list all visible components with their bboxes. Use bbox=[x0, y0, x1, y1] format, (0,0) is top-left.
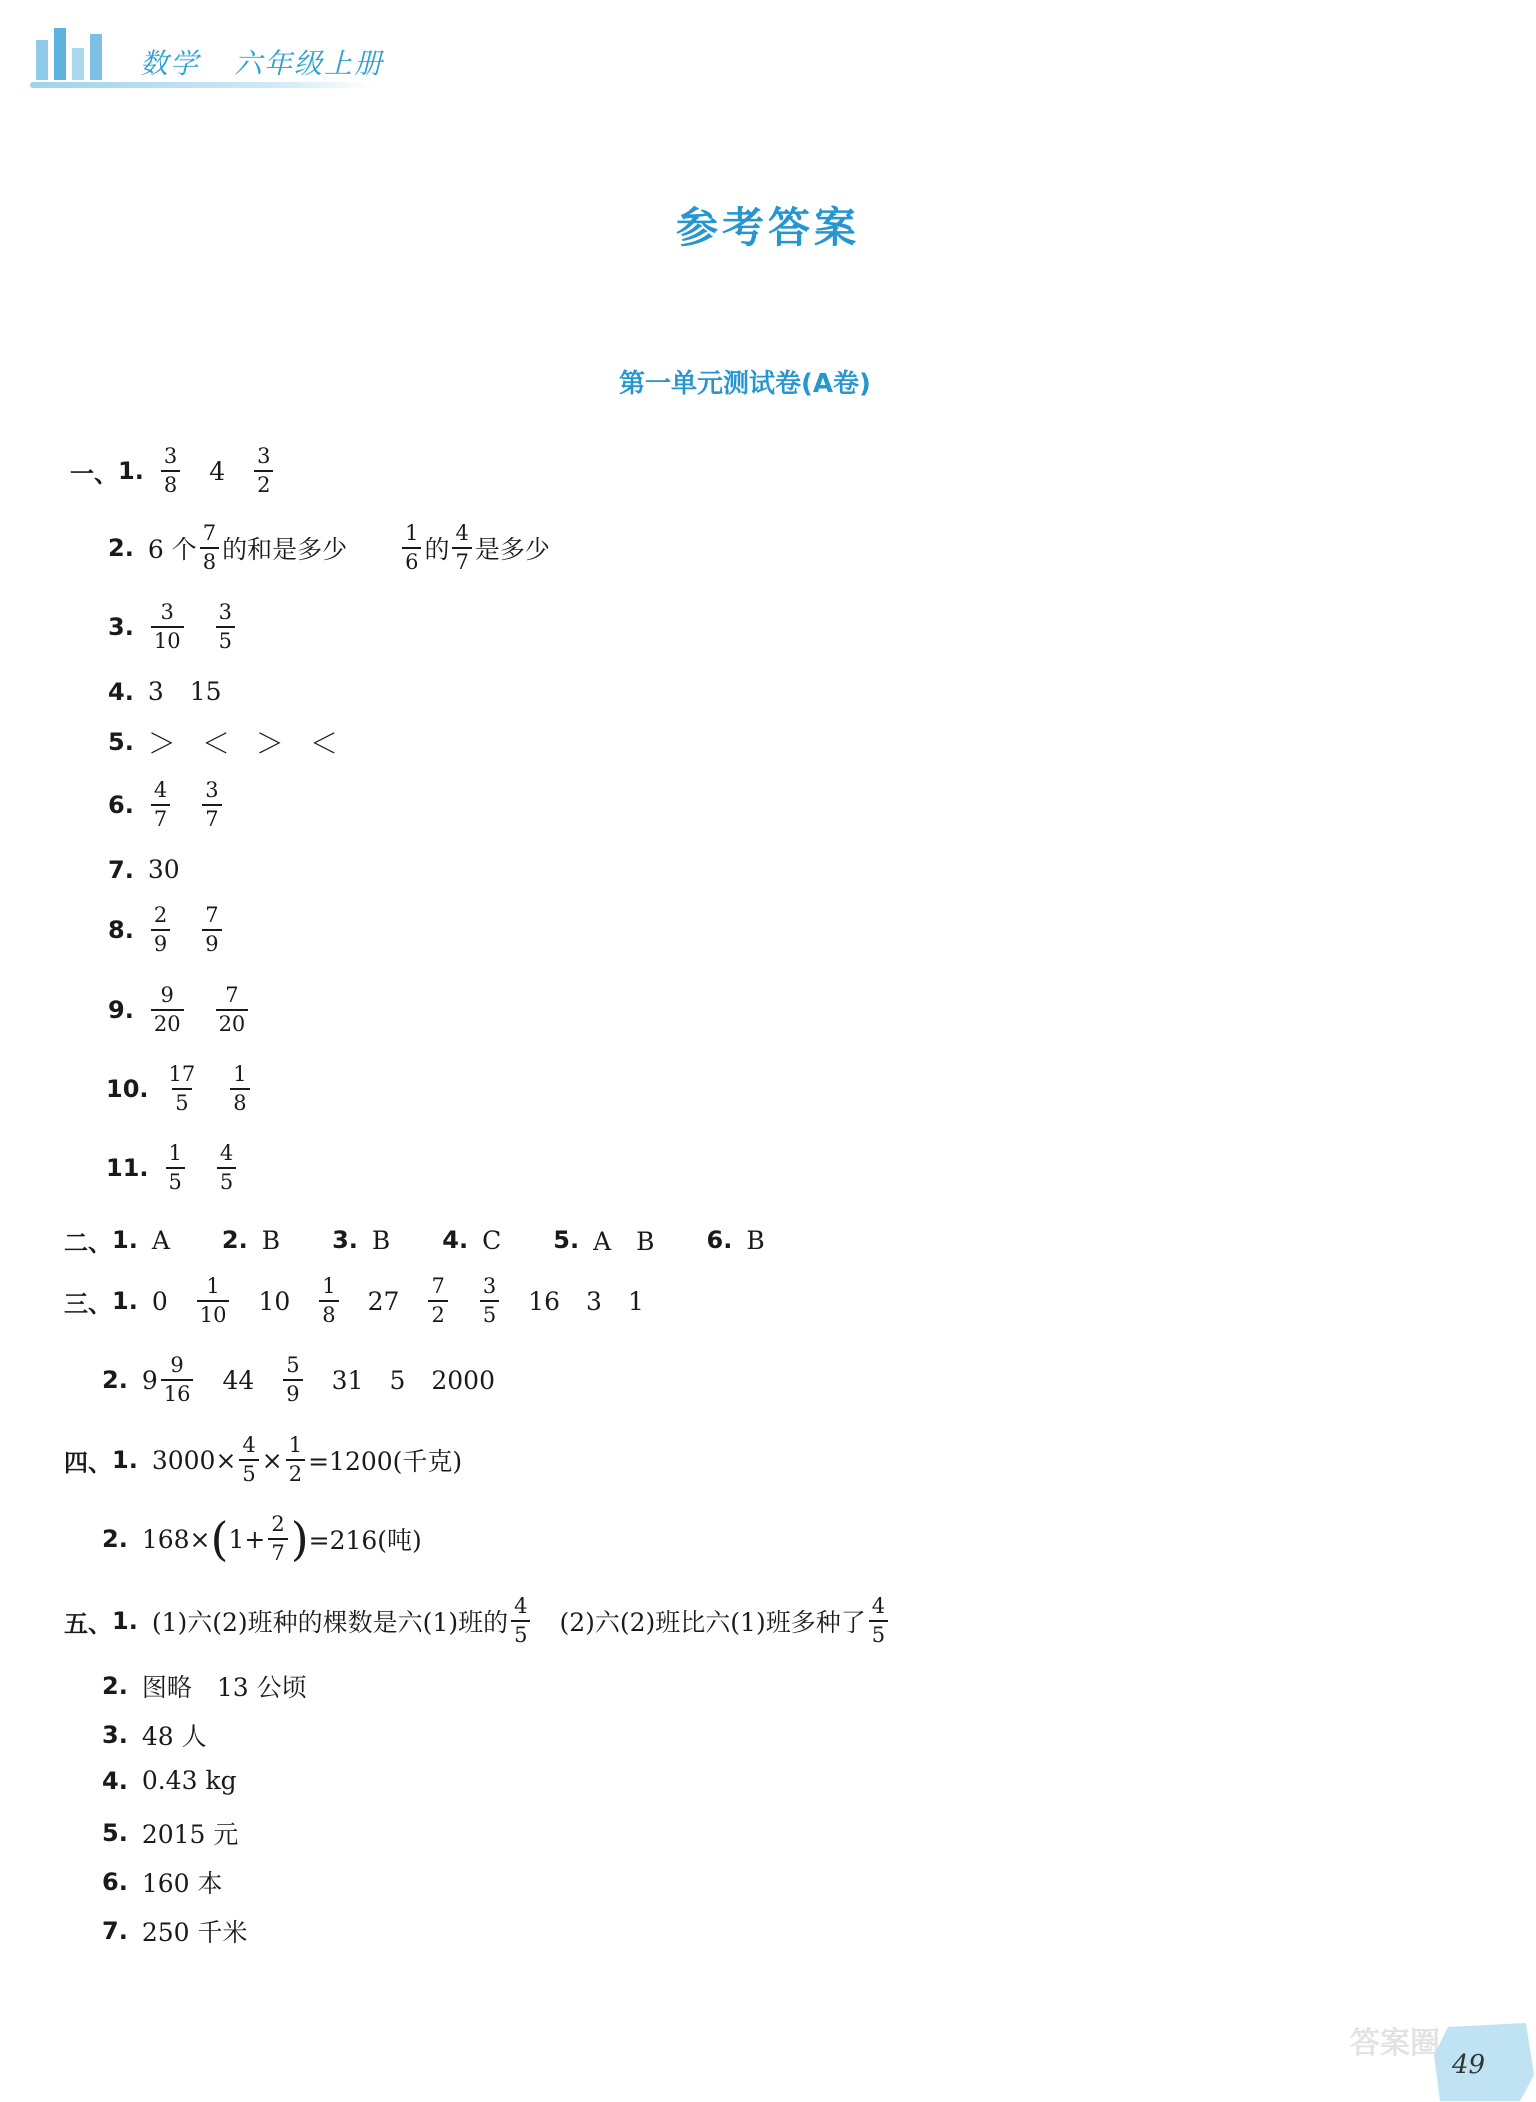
answer-row bbox=[108, 780, 225, 830]
question-number: 6. bbox=[706, 1226, 733, 1254]
equation-part: 168× bbox=[141, 1524, 211, 1554]
answer-text: 的和是多少 bbox=[222, 535, 348, 564]
fraction: $\frac{2}{9}$ bbox=[151, 905, 170, 955]
subject: 数学 bbox=[140, 47, 201, 80]
answer-value: 4 bbox=[209, 456, 226, 486]
fraction: $\frac{1}{8}$ bbox=[319, 1276, 338, 1326]
answer-text: 的 bbox=[424, 535, 450, 564]
fraction: $\frac{1}{6}$ bbox=[402, 523, 421, 573]
answer-row bbox=[64, 1222, 765, 1258]
question-number: 1. bbox=[112, 1226, 138, 1254]
question-number: 1. bbox=[112, 1607, 138, 1635]
fraction: $\frac{3}{5}$ bbox=[480, 1276, 499, 1326]
answer-row bbox=[108, 523, 550, 573]
question-number: 11. bbox=[106, 1154, 149, 1182]
question-number: 1. bbox=[118, 457, 144, 485]
answer-row bbox=[64, 1435, 462, 1485]
answer-row bbox=[102, 1815, 238, 1851]
answer-value: 16 bbox=[528, 1286, 561, 1316]
section-subtitle: 第一单元测试卷(A卷) bbox=[619, 369, 871, 399]
question-number: 5. bbox=[108, 728, 134, 756]
question-number: 3. bbox=[102, 1721, 128, 1749]
page-title: 参考答案 bbox=[675, 203, 860, 252]
fraction: $\frac{4}{7}$ bbox=[151, 780, 170, 830]
answer-text: 6 个 bbox=[147, 535, 197, 564]
section-label: 一、 bbox=[70, 459, 118, 488]
fraction: $\frac{4}{7}$ bbox=[452, 523, 471, 573]
answer-text: 图略 13 公顷 bbox=[141, 1673, 307, 1702]
answer-value: 15 bbox=[189, 677, 222, 706]
fraction: $\frac{7}{9}$ bbox=[202, 905, 221, 955]
answer-text: 160 本 bbox=[141, 1869, 223, 1898]
answer-row bbox=[64, 1596, 891, 1646]
answer-row bbox=[108, 905, 225, 955]
fraction: $\frac{1}{8}$ bbox=[230, 1064, 249, 1114]
fraction: $\frac{9}{16}$ bbox=[161, 1355, 194, 1405]
answer-value: C bbox=[482, 1225, 502, 1255]
answer-value: B bbox=[371, 1225, 391, 1255]
equation-part: × bbox=[261, 1445, 283, 1475]
fraction: $\frac{4}{5}$ bbox=[869, 1596, 888, 1646]
question-number: 3. bbox=[332, 1226, 358, 1254]
answer-row bbox=[70, 446, 276, 496]
fraction: $\frac{4}{5}$ bbox=[511, 1596, 530, 1646]
section-label: 三、 bbox=[64, 1289, 112, 1318]
fraction: $\frac{7}{2}$ bbox=[428, 1276, 447, 1326]
equation-part: =1200(千克) bbox=[308, 1447, 463, 1476]
equation-part: =216(吨) bbox=[308, 1526, 422, 1555]
question-number: 3. bbox=[108, 613, 134, 641]
answer-row bbox=[64, 1276, 644, 1326]
grade: 六年级上册 bbox=[234, 47, 385, 80]
fraction: $\frac{7}{8}$ bbox=[200, 523, 219, 573]
section-label: 四、 bbox=[64, 1448, 112, 1477]
answer-value: 3 bbox=[147, 677, 164, 706]
page-number: 49 bbox=[1452, 2050, 1486, 2080]
fraction: $\frac{3}{5}$ bbox=[216, 602, 235, 652]
left-paren: ( bbox=[210, 1512, 229, 1566]
answer-text: 250 千米 bbox=[141, 1918, 248, 1947]
mixed-whole: 9 bbox=[141, 1365, 158, 1395]
right-paren: ) bbox=[290, 1512, 309, 1566]
answer-text: 0.43 kg bbox=[141, 1766, 237, 1795]
answer-text: (1)六(2)班种的棵数是六(1)班的 bbox=[151, 1608, 509, 1637]
answer-row bbox=[102, 1864, 223, 1900]
header-underline bbox=[30, 82, 375, 88]
answer-row bbox=[102, 1514, 422, 1564]
fraction: $\frac{3}{7}$ bbox=[202, 780, 221, 830]
watermark: 答案圈 bbox=[1350, 2026, 1440, 2061]
equation-part: 3000× bbox=[151, 1445, 237, 1475]
answer-row bbox=[102, 1766, 237, 1795]
answer-row bbox=[102, 1668, 307, 1704]
question-number: 4. bbox=[442, 1226, 469, 1254]
question-number: 6. bbox=[102, 1868, 128, 1896]
question-number: 4. bbox=[102, 1766, 128, 1795]
answer-value: 0 bbox=[151, 1286, 168, 1316]
question-number: 8. bbox=[108, 916, 134, 944]
question-number: 5. bbox=[553, 1226, 580, 1254]
question-number: 2. bbox=[102, 1525, 128, 1553]
fraction: $\frac{3}{10}$ bbox=[151, 602, 184, 652]
question-number: 2. bbox=[108, 534, 134, 562]
question-number: 9. bbox=[108, 996, 134, 1024]
fraction: $\frac{2}{7}$ bbox=[268, 1514, 287, 1564]
answer-value: 3 bbox=[586, 1286, 602, 1316]
answer-row bbox=[106, 1064, 253, 1114]
answer-row bbox=[108, 602, 238, 652]
section-label: 五、 bbox=[64, 1609, 112, 1638]
answer-value: 30 bbox=[147, 855, 180, 884]
question-number: 10. bbox=[106, 1075, 149, 1103]
question-number: 1. bbox=[112, 1446, 138, 1474]
answer-text: (2)六(2)班比六(1)班多种了 bbox=[559, 1608, 866, 1637]
answer-row bbox=[108, 677, 222, 706]
answer-value: 2000 bbox=[431, 1365, 495, 1395]
fraction: $\frac{5}{9}$ bbox=[283, 1355, 302, 1405]
question-number: 1. bbox=[112, 1287, 138, 1315]
answer-value: A B bbox=[593, 1227, 655, 1256]
answer-value: A bbox=[151, 1225, 170, 1255]
answer-text: 48 人 bbox=[141, 1722, 207, 1751]
fraction: $\frac{9}{20}$ bbox=[151, 985, 184, 1035]
fraction: $\frac{1}{5}$ bbox=[166, 1143, 185, 1193]
answer-value: B bbox=[746, 1225, 765, 1255]
question-number: 7. bbox=[102, 1917, 128, 1945]
fraction: $\frac{1}{10}$ bbox=[197, 1276, 230, 1326]
section-label: 二、 bbox=[64, 1228, 112, 1257]
answer-row bbox=[102, 1913, 248, 1949]
equation-part: 1+ bbox=[228, 1524, 266, 1554]
fraction: $\frac{4}{5}$ bbox=[239, 1435, 258, 1485]
answer-value: 1 bbox=[627, 1286, 644, 1316]
answer-text: 是多少 bbox=[474, 535, 550, 564]
answer-value: 44 bbox=[222, 1365, 255, 1395]
question-number: 6. bbox=[108, 791, 134, 819]
fraction: $\frac{1}{2}$ bbox=[286, 1435, 305, 1485]
answer-row bbox=[108, 985, 251, 1035]
answer-row bbox=[102, 1355, 495, 1405]
answer-text: 2015 元 bbox=[141, 1820, 239, 1849]
answer-value: 5 bbox=[389, 1365, 406, 1395]
answer-value: 31 bbox=[331, 1365, 364, 1395]
fraction: $\frac{7}{20}$ bbox=[216, 985, 249, 1035]
question-number: 2. bbox=[102, 1366, 128, 1394]
question-number: 2. bbox=[102, 1672, 128, 1700]
answer-value: 27 bbox=[367, 1286, 400, 1316]
fraction: $\frac{3}{8}$ bbox=[161, 446, 180, 496]
question-number: 4. bbox=[108, 677, 134, 706]
comparison-symbol: ＞ bbox=[255, 727, 284, 760]
question-number: 5. bbox=[102, 1819, 128, 1847]
comparison-symbol: ＜ bbox=[309, 727, 338, 760]
answer-value: 10 bbox=[258, 1286, 291, 1316]
answer-row bbox=[108, 722, 338, 762]
header-logo-icon bbox=[28, 20, 138, 90]
answer-row bbox=[102, 1717, 207, 1753]
question-number: 2. bbox=[221, 1226, 248, 1254]
question-number: 7. bbox=[108, 855, 134, 884]
comparison-symbol: ＞ bbox=[147, 727, 176, 760]
fraction: $\frac{4}{5}$ bbox=[217, 1143, 236, 1193]
fraction: $\frac{17}{5}$ bbox=[168, 1062, 196, 1115]
comparison-symbol: ＜ bbox=[201, 727, 230, 760]
answer-value: B bbox=[261, 1225, 281, 1255]
fraction: $\frac{3}{2}$ bbox=[254, 446, 273, 496]
answer-row bbox=[108, 855, 180, 884]
answer-row bbox=[106, 1143, 239, 1193]
header-subject bbox=[140, 42, 418, 82]
